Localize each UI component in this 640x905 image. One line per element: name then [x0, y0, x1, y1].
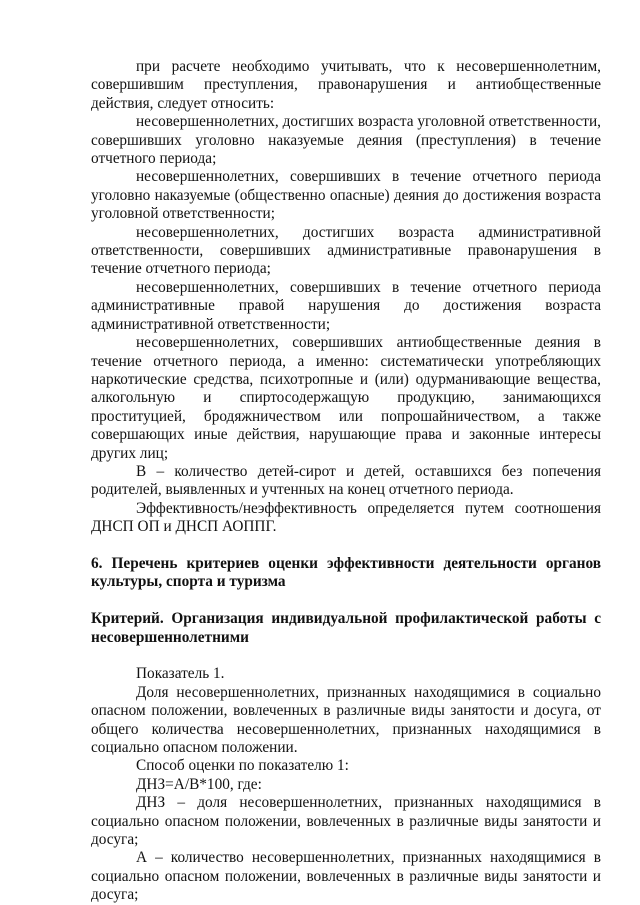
list-item: несовершеннолетних, совершивших в течение отчетного периода уголовно наказуемые (общественно опасные) деяния до достижения возраста уголовной ответственности;: [91, 168, 601, 223]
section-heading: 6. Перечень критериев оценки эффективности деятельности органов культуры, спорта и туризма: [91, 554, 601, 591]
list-item: несовершеннолетних, достигших возраста уголовной ответственности, совершивших уголовно наказуемые деяния (преступления) в течение отчетного периода;: [91, 113, 601, 168]
paragraph: В – количество детей-сирот и детей, оставшихся без попечения родителей, выявленных и учтенных на конец отчетного периода.: [91, 462, 601, 499]
indicator-title: Показатель 1.: [136, 665, 225, 683]
list-item: несовершеннолетних, совершивших антиобщественные деяния в течение отчетного периода, а именно: систематически употребляющих наркотические средства, психотропные и (или) одурманивающие вещества, алкогольную и спиртосодержащую продукцию, занимающихся проституцией, бродяжничеством или попрошайничеством, а также совершающих иные действия, нарушающие права и законные интересы других лиц;: [91, 334, 601, 462]
document-page: [91, 58, 601, 905]
paragraph: Эффективность/неэффективность определяется путем соотношения ДНСП ОП и ДНСП АОППГ.: [91, 499, 601, 536]
formula: ДНЗ=А/В*100, где:: [136, 775, 262, 793]
list-item: несовершеннолетних, достигших возраста административной ответственности, совершивших административные правонарушения в течение отчетного периода;: [91, 223, 601, 278]
list-item: несовершеннолетних, совершивших в течение отчетного периода административные правой нарушения до достижения возраста административной ответственности;: [91, 278, 601, 333]
paragraph: Способ оценки по показателю 1:: [136, 757, 349, 775]
criterion-heading: Критерий. Организация индивидуальной профилактической работы с несовершеннолетними: [91, 610, 601, 646]
paragraph: при расчете необходимо учитывать, что к несовершеннолетним, совершившим преступления, правонарушения и антиобщественные действия, следует относить:: [91, 58, 601, 112]
paragraph: Доля несовершеннолетних, признанных находящимися в социально опасном положении, вовлеченных в различные виды занятости и досуга, от общего количества несовершеннолетних, признанных находящимися в социально опасном положении.: [91, 683, 601, 756]
spacer: [91, 537, 601, 555]
paragraph: А – количество несовершеннолетних, признанных находящимися в социально опасном положении, вовлеченных в различные виды занятости и досуга;: [91, 849, 601, 904]
paragraph: ДНЗ – доля несовершеннолетних, признанных находящимися в социально опасном положении, вовлеченных в различные виды занятости и досуга;: [91, 794, 601, 849]
spacer: [91, 647, 601, 665]
spacer: [91, 592, 601, 610]
